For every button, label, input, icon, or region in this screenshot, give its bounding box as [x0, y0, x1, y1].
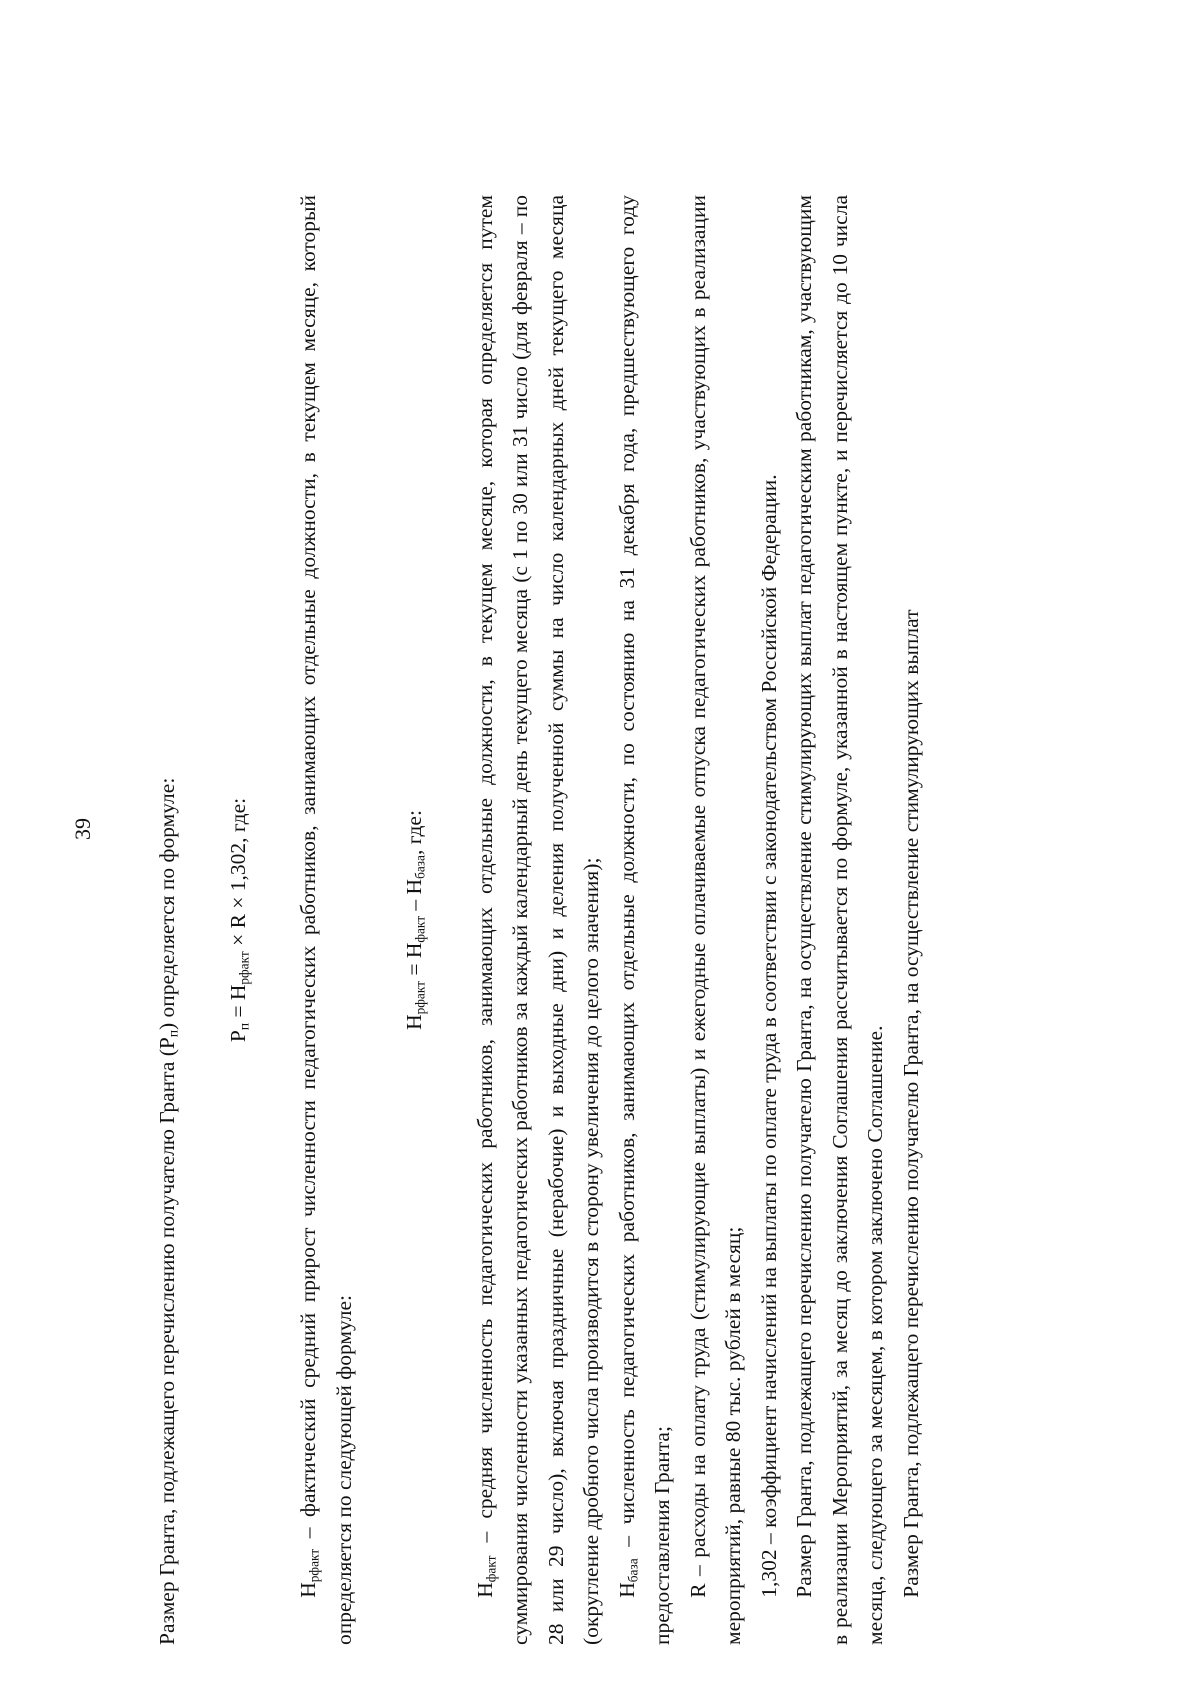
- paragraph-last: Размер Гранта, подлежащего перечислению получателю Гранта, на осуществление стимулирующих выплат: [898, 609, 923, 1598]
- definition-hfact: $Н_{факт}$ – средняя численность педагогических работников, занимающих отдельные должности, в текущем месяце, которая определяется путем суммирования численности указанных педагогических работников за каждый календарный день текущего месяца (с 1 по 30 или 31 число (для февраля – по 28 или 29 число), включая праздничные (нерабочие) и выходные дни) и деления полученной суммы на число календарных дней текущего месяца (округление дробного числа производится в сторону увеличения до целого значения);: [472, 195, 603, 1645]
- paragraph-month-before: Размер Гранта, подлежащего перечислению получателю Гранта, на осуществление стимулирующих выплат педагогическим работникам, участвующим в реализации Мероприятий, за месяц до заключения Соглашения рассчитывается по формуле, указанной в настоящем пункте, и перечисляется до 10 числа месяца, следующего за месяцем, в котором заключено Соглашение.: [792, 195, 887, 1645]
- definition-r: R – расходы на оплату труда (стимулирующие выплаты) и ежегодные оплачиваемые отпуска педагогических работников, участвующих в реализации мероприятий, равные 80 тыс. рублей в месяц;: [685, 195, 745, 1645]
- definition-coefficient: 1,302 – коэффициент начислений на выплаты по оплате труда в соответствии с законодательством Российской Федерации.: [756, 474, 781, 1598]
- definition-hrfact: $Н_{рфакт}$ – фактический средний прирост численности педагогических работников, занимающих отдельные должности, в текущем месяце, который определяется по следующей формуле:: [296, 195, 356, 1645]
- document-body: [150, 195, 1070, 1645]
- definition-hbaza: $Н_{база}$ – численность педагогических работников, занимающих отдельные должности, по состоянию на 31 декабря года, предшествующего году предоставления Гранта;: [614, 195, 674, 1645]
- grant-formula: $Р_п = Н_{рфакт} \times R \times 1,302$, где:: [225, 797, 251, 1043]
- page-number: 39: [70, 818, 95, 840]
- intro-paragraph: Размер Гранта, подлежащего перечислению получателю Гранта $(Р_п)$ определяется по формуле:: [155, 777, 181, 1645]
- growth-formula: $Н_{рфакт} = Н_{факт} - Н_{база}$, где:: [402, 810, 428, 1030]
